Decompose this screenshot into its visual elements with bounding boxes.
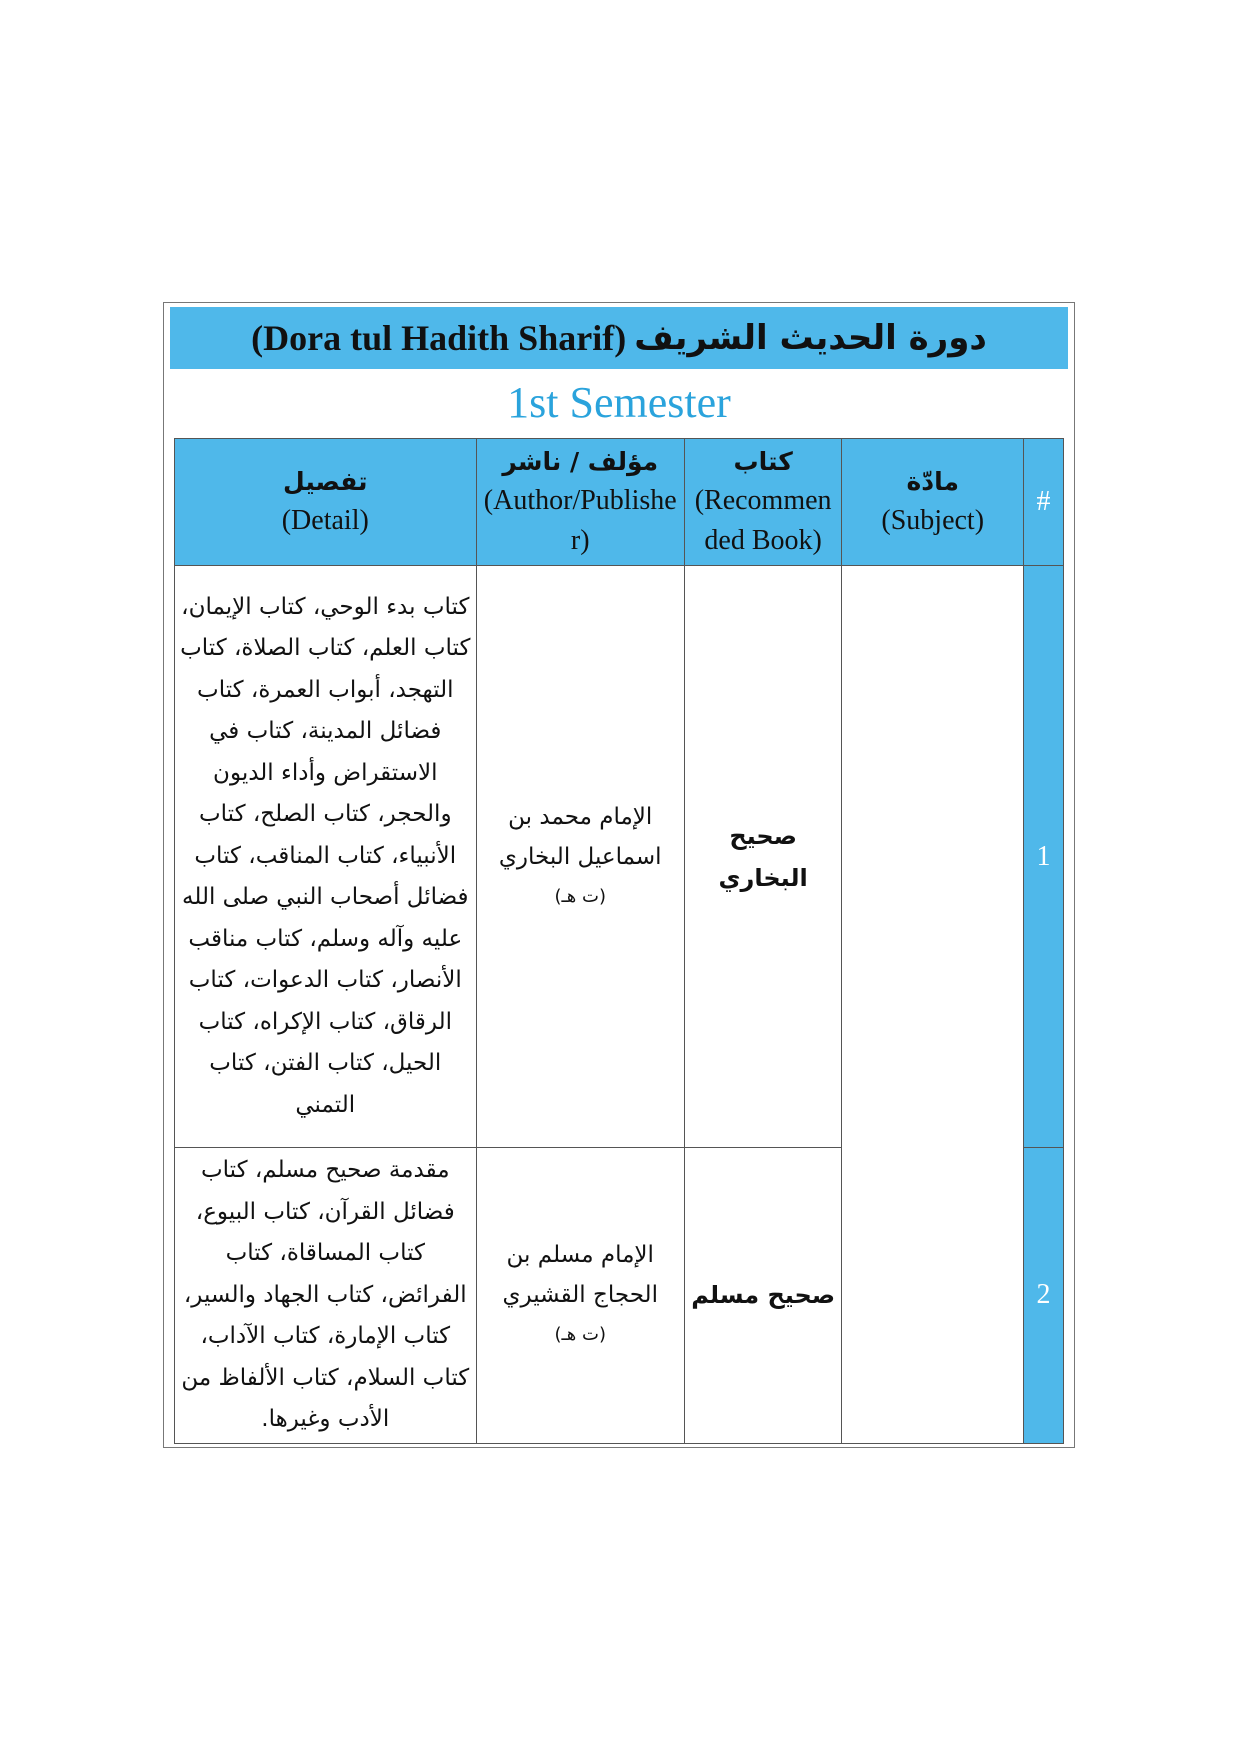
header-subject-ar: مادّة <box>906 467 959 496</box>
book-cell: صحيح البخاري <box>684 566 841 1148</box>
header-author-ar: مؤلف / ناشر <box>502 447 659 476</box>
header-book-ar: كتاب <box>733 447 793 476</box>
semester-heading: 1st Semester <box>507 378 731 427</box>
author-name: الإمام مسلم بن الحجاج القشيري <box>502 1242 658 1309</box>
header-number <box>1024 439 1064 566</box>
syllabus-table <box>174 438 1064 1444</box>
course-frame <box>163 302 1075 1448</box>
table-row <box>175 566 1064 1148</box>
detail-cell: مقدمة صحيح مسلم، كتاب فضائل القرآن، كتاب البيوع، كتاب المساقاة، كتاب الفرائض، كتاب الجهاد والسير، كتاب الإمارة، كتاب الآداب، كتاب السلام، كتاب الألفاظ من الأدب وغيرها. <box>175 1148 477 1444</box>
subject-cell <box>842 566 1024 1444</box>
header-author-en: (Author/Publisher) <box>483 485 677 556</box>
author-cell <box>476 566 684 1148</box>
header-book <box>684 439 841 566</box>
header-subject <box>842 439 1024 566</box>
author-cell <box>476 1148 684 1444</box>
author-name: الإمام محمد بن اسماعيل البخاري <box>498 803 662 870</box>
course-title-arabic: دورة الحديث الشريف <box>634 318 987 358</box>
header-detail-en: (Detail) <box>281 505 369 536</box>
row-number: 2 <box>1024 1148 1064 1444</box>
title-bar <box>170 307 1068 369</box>
author-death-date: (ت هـ) <box>554 1324 606 1346</box>
header-detail-ar: تفصيل <box>283 467 368 496</box>
detail-cell: كتاب بدء الوحي، كتاب الإيمان، كتاب العلم، كتاب الصلاة، كتاب التهجد، أبواب العمرة، كتاب فضائل المدينة، كتاب في الاستقراض وأداء الديون والحجر، كتاب الصلح، كتاب الأنبياء، كتاب المناقب، كتاب فضائل أصحاب النبي صلى الله عليه وآله وسلم، كتاب مناقب الأنصار، كتاب الدعوات، كتاب الرقاق، كتاب الإكراه، كتاب الحيل، كتاب الفتن، كتاب التمني <box>175 566 477 1148</box>
header-number-label: # <box>1036 486 1051 517</box>
row-number: 1 <box>1024 566 1064 1148</box>
header-subject-en: (Subject) <box>881 505 985 536</box>
book-cell: صحيح مسلم <box>684 1148 841 1444</box>
course-title-english: (Dora tul Hadith Sharif) <box>251 318 627 358</box>
header-row <box>175 439 1064 566</box>
header-author <box>476 439 684 566</box>
header-book-en: (Recommended Book) <box>694 485 832 556</box>
author-death-date: (ت هـ) <box>554 885 606 907</box>
header-detail <box>175 439 477 566</box>
